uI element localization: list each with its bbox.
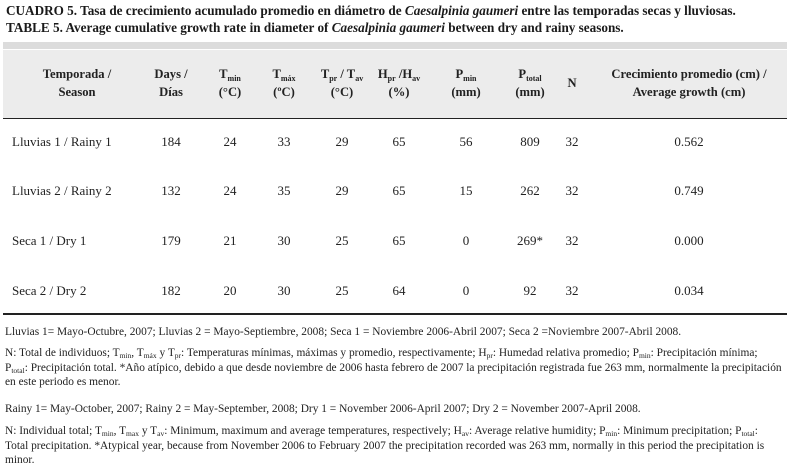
header-tmax-base: T <box>272 67 281 81</box>
note-es-def-text: : Temperaturas mínimas, máximas y promedio, respectivamente; H <box>181 347 487 359</box>
header-ptotal-sub: total <box>526 74 542 83</box>
note-en-def-sub: min <box>101 429 114 438</box>
header-season <box>12 65 142 101</box>
cell-n: 32 <box>565 183 579 198</box>
cell-tmin: 24 <box>223 134 237 149</box>
cell-growth: 0.034 <box>674 283 704 298</box>
note-es-def-sub: máx <box>143 351 157 360</box>
header-growth <box>598 65 780 101</box>
note-es-def-sub: min <box>119 351 132 360</box>
header-pmin-unit: (mm) <box>451 85 481 99</box>
caption-en-species: Caesalpinia gaumeri <box>331 20 445 35</box>
cell-growth: 0.749 <box>674 183 704 198</box>
cell-days: 179 <box>161 233 181 248</box>
note-es-def-sub: total <box>11 365 25 375</box>
note-en-def-text: y T <box>138 425 158 437</box>
cell-humidity: 65 <box>392 183 406 198</box>
header-tav-sep: / T <box>337 67 356 81</box>
cell-season: Seca 2 / Dry 2 <box>12 283 87 298</box>
cell-ptotal: 269* <box>517 233 543 248</box>
header-ptotal-unit: (mm) <box>515 85 545 99</box>
cell-tmin: 24 <box>223 183 237 198</box>
note-en-definitions <box>5 424 783 468</box>
cell-growth: 0.562 <box>674 134 704 149</box>
header-hpr-base: H <box>377 67 388 81</box>
header-days-line1: Days / <box>154 67 188 81</box>
header-divider <box>3 118 787 119</box>
cell-tpr: 29 <box>335 134 349 149</box>
table-bottom-rule <box>3 313 787 315</box>
note-en-def-text: N: Individual total; T <box>5 425 102 437</box>
note-es-periods: Lluvias 1= Mayo-Octubre, 2007; Lluvias 2 = Mayo-Septiembre, 2008; Seca 1 = Noviembre 2006-Abril 2007; Seca 2 =Noviembre 2007-Abril 2008. <box>5 326 682 338</box>
cell-humidity: 65 <box>392 233 406 248</box>
cell-season: Lluvias 2 / Rainy 2 <box>12 183 112 198</box>
note-en-def-sub: av <box>461 429 469 438</box>
note-en-def-sub: av <box>157 429 165 438</box>
caption-en-prefix: TABLE 5. Average cumulative growth rate in diameter of <box>6 20 332 35</box>
header-tpr-sub: pr <box>329 74 338 83</box>
header-tmin-unit: (°C) <box>218 85 242 99</box>
caption-es-suffix: entre las temporadas secas y lluviosas. <box>518 3 736 18</box>
cell-tpr: 25 <box>335 283 349 298</box>
cell-tpr: 25 <box>335 233 349 248</box>
note-es-def-text: , T <box>131 347 144 359</box>
header-tmax <box>262 65 306 101</box>
cell-days: 184 <box>161 134 181 149</box>
note-es-def-sub: pr <box>174 351 182 360</box>
cell-growth: 0.000 <box>674 233 704 248</box>
cell-ptotal: 92 <box>523 283 537 298</box>
cell-humidity: 65 <box>392 134 406 149</box>
note-en-def-text: : Total precipitation. *Atypical year, because from November 2006 to February 2007 the precipitation recorded was 263 mm, normally in this period the precipitation is minor. <box>5 425 765 466</box>
note-es-def-text: : Precipitación mínima; P <box>5 347 758 374</box>
caption-english <box>6 20 624 36</box>
header-hav-sep: /H <box>395 67 413 81</box>
header-tmin-sub: min <box>227 74 241 83</box>
cell-ptotal: 809 <box>520 134 540 149</box>
cell-season: Lluvias 1 / Rainy 1 <box>12 134 112 149</box>
cell-tpr: 29 <box>335 183 349 198</box>
header-tmin <box>208 65 252 101</box>
note-es-def-text: : Humedad relativa promedio; P <box>492 347 639 359</box>
header-hpr-sub: pr <box>387 74 396 83</box>
header-season-line1: Temporada / <box>42 67 112 81</box>
cell-days: 182 <box>161 283 181 298</box>
cell-days: 132 <box>161 183 181 198</box>
note-en-def-text: : Minimum, maximum and average temperatures, respectively; H <box>164 425 462 437</box>
cell-n: 32 <box>565 283 579 298</box>
header-hpr-hav <box>370 65 428 101</box>
header-h-unit: (%) <box>388 85 410 99</box>
cell-tmax: 30 <box>277 283 291 298</box>
cell-humidity: 64 <box>392 283 406 298</box>
caption-es-species: Caesalpinia gaumeri <box>404 3 519 18</box>
cell-pmin: 15 <box>459 183 473 198</box>
table-top-band <box>3 42 787 49</box>
header-tpr-unit: (°C) <box>330 85 354 99</box>
header-tpr-tav <box>314 65 370 101</box>
caption-spanish <box>6 3 736 19</box>
header-pmin-sub: min <box>463 74 477 83</box>
note-en-def-sub: total <box>741 429 755 438</box>
note-es-def-text: : Precipitación total. *Año atípico, debido a que desde noviembre de 2006 hasta febrero de 2007 la precipitación registrada fue 263 mm, normalmente la precipitación en este periodo es menor. <box>5 361 782 388</box>
note-en-def-sub: max <box>126 429 139 438</box>
cell-season: Seca 1 / Dry 1 <box>12 233 87 248</box>
header-days <box>145 65 197 101</box>
note-es-def-text: N: Total de individuos; T <box>5 347 120 359</box>
header-n <box>560 74 584 92</box>
cell-pmin: 0 <box>462 283 470 298</box>
cell-tmax: 35 <box>277 183 291 198</box>
header-pmin <box>440 65 492 101</box>
cell-pmin: 0 <box>462 233 470 248</box>
header-growth-line1: Crecimiento promedio (cm) / <box>611 67 767 81</box>
header-tmin-base: T <box>219 67 228 81</box>
header-ptotal <box>502 65 558 101</box>
note-en-def-text: , T <box>113 425 127 437</box>
header-n-label: N <box>567 76 577 90</box>
header-tmax-unit: (ºC) <box>273 85 295 99</box>
header-days-line2: Días <box>159 85 183 99</box>
header-pmin-base: P <box>455 67 464 81</box>
cell-tmax: 30 <box>277 233 291 248</box>
caption-en-suffix: between dry and rainy seasons. <box>444 20 624 35</box>
note-en-def-text: : Minimum precipitation; P <box>617 425 742 437</box>
header-tmax-sub: máx <box>280 74 296 83</box>
header-hav-sub: av <box>412 74 421 83</box>
note-es-definitions <box>5 346 783 390</box>
header-ptotal-base: P <box>518 67 527 81</box>
note-es-def-sub: pr <box>486 351 493 360</box>
cell-n: 32 <box>565 233 579 248</box>
note-en-def-text: : Average relative humidity; P <box>468 425 606 437</box>
header-tpr-base: T <box>320 67 330 81</box>
note-en-def-sub: min <box>605 429 618 438</box>
header-tav-sub: av <box>355 74 364 83</box>
note-es-def-sub: min <box>638 351 651 360</box>
note-es-def-text: y T <box>156 347 175 359</box>
caption-es-prefix: CUADRO 5. Tasa de crecimiento acumulado promedio en diámetro de <box>6 3 405 18</box>
header-season-line2: Season <box>58 85 96 99</box>
cell-ptotal: 262 <box>520 183 540 198</box>
header-growth-line2: Average growth (cm) <box>632 85 746 99</box>
cell-tmin: 21 <box>223 233 237 248</box>
cell-pmin: 56 <box>459 134 473 149</box>
cell-tmin: 20 <box>223 283 237 298</box>
cell-n: 32 <box>565 134 579 149</box>
note-en-periods: Rainy 1= May-October, 2007; Rainy 2 = May-September, 2008; Dry 1 = November 2006-April 2007; Dry 2 = November 2007-April 2008. <box>5 403 641 415</box>
cell-tmax: 33 <box>277 134 291 149</box>
